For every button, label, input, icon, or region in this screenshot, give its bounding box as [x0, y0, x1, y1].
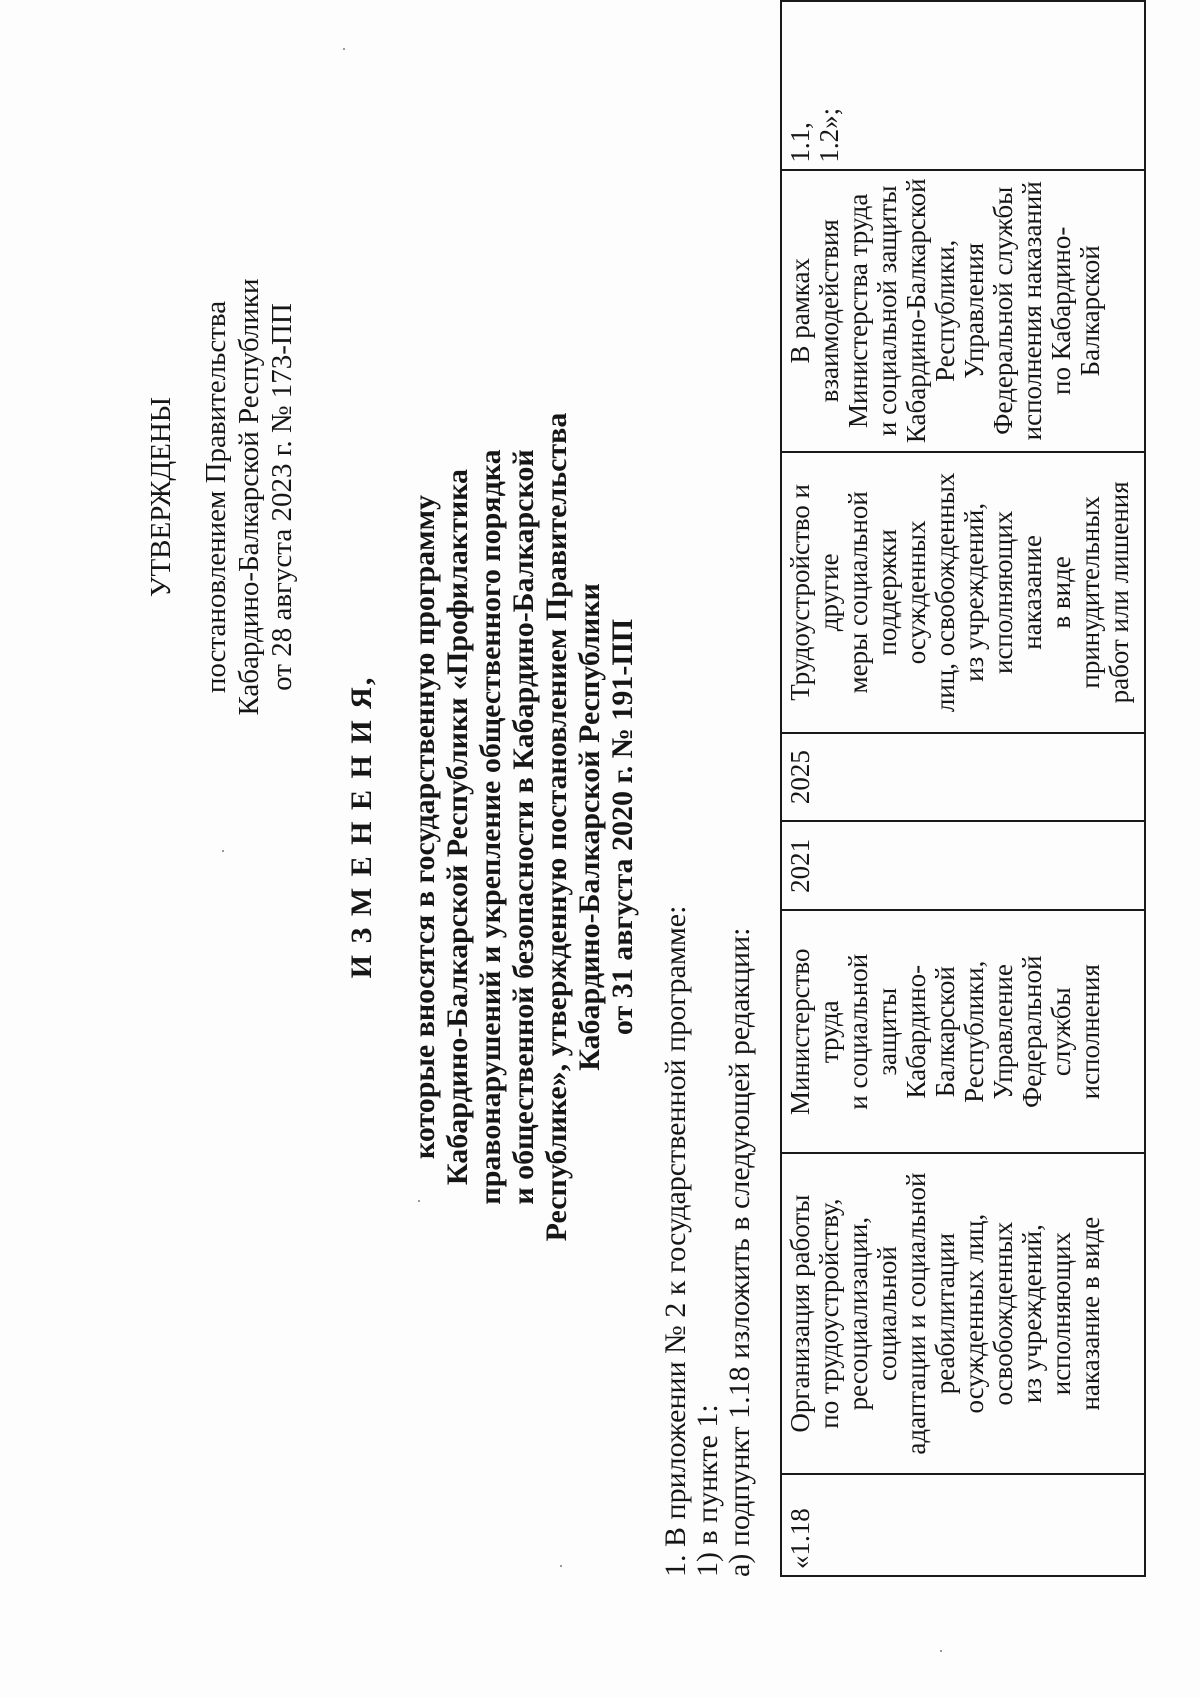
- cell-line: в виде принудительных: [1046, 496, 1105, 689]
- cell-line: Республики, Управления: [930, 239, 989, 382]
- title-line: и общественной безопасности в Кабардино-Балкарской: [507, 449, 540, 1205]
- cell-line: Трудоустройство и другие: [785, 483, 844, 701]
- cell-line: по трудоустройству,: [814, 1198, 844, 1429]
- cell-line: Федеральной службы: [1017, 955, 1076, 1109]
- interaction-cell: [781, 170, 1145, 452]
- cell-line: реабилитации осужденных лиц,: [930, 1213, 989, 1414]
- title-line: Республике», утвержденную постановлением Правительства: [540, 412, 573, 1242]
- cell-line: Балкарской: [930, 966, 960, 1098]
- cell-line: исполняющих наказание: [988, 510, 1047, 674]
- cell-line: Федеральной службы: [988, 186, 1018, 435]
- approval-line: Кабардино-Балкарской Республики: [233, 278, 265, 716]
- cell-line: и социальной защиты: [872, 185, 902, 437]
- cell-line: Министерство труда: [785, 948, 844, 1115]
- cell-line: исполнения: [1075, 964, 1105, 1100]
- end-year-cell: [781, 733, 1145, 822]
- cell-line: Кабардино-Балкарской: [901, 178, 931, 444]
- cell-line: адаптации и социальной: [901, 1172, 931, 1455]
- title-line: Кабардино-Балкарской Республики «Профилактика: [441, 468, 474, 1186]
- row-number: «1.18: [785, 1508, 815, 1569]
- activity-cell: [781, 1153, 1145, 1474]
- amendment-table: [780, 0, 1146, 1577]
- cell-line: лиц, освобожденных: [930, 472, 960, 713]
- intro-line: 1) в пункте 1:: [691, 1404, 724, 1577]
- result-cell: [781, 452, 1145, 733]
- approval-line: от 28 августа 2023 г. № 173-ПП: [266, 303, 298, 691]
- cell-line: Кабардино-: [901, 964, 931, 1099]
- links-cell: [781, 1, 1145, 170]
- row-number-cell: [781, 1474, 1145, 1576]
- cell-line: 1.1,: [785, 122, 815, 163]
- cell-line: ресоциализации, социальной: [843, 1216, 902, 1411]
- start-year: 2021: [785, 838, 815, 893]
- cell-line: Министерства труда: [843, 193, 873, 428]
- approval-stamp: [145, 217, 299, 777]
- cell-line: из учреждений, исполняющих: [1017, 1224, 1076, 1404]
- document-title: [345, 237, 639, 1417]
- cell-line: поддержки осужденных: [872, 520, 931, 665]
- cell-line: по Кабардино-Балкарской: [1046, 226, 1105, 395]
- intro-text: [660, 906, 756, 1577]
- changes-heading: И З М Е Н Е Н И Я,: [345, 675, 378, 979]
- cell-line: 1.2»;: [814, 107, 844, 163]
- cell-line: исполнения наказаний: [1017, 181, 1047, 441]
- cell-line: освобожденных: [988, 1221, 1018, 1406]
- start-year-cell: [781, 821, 1145, 910]
- intro-line: а) подпункт 1.18 изложить в следующей редакции:: [723, 927, 756, 1577]
- cell-line: работ или лишения: [1104, 481, 1134, 704]
- approval-line: постановлением Правительства: [200, 300, 232, 694]
- cell-line: и социальной защиты: [843, 953, 902, 1110]
- title-line: от 31 августа 2020 г. № 191-ПП: [606, 618, 639, 1036]
- cell-line: наказание в виде: [1075, 1216, 1105, 1411]
- approval-heading: УТВЕРЖДЕНЫ: [145, 396, 177, 598]
- title-line: правонарушений и укрепление общественного порядка: [474, 449, 507, 1205]
- title-line: Кабардино-Балкарской Республики: [573, 583, 606, 1071]
- cell-line: меры социальной: [843, 491, 873, 694]
- cell-line: Организация работы: [785, 1194, 815, 1433]
- end-year: 2025: [785, 750, 815, 805]
- intro-line: 1. В приложении № 2 к государственной программе:: [659, 905, 692, 1577]
- cell-line: В рамках взаимодействия: [785, 219, 844, 403]
- cell-line: из учреждений,: [959, 502, 989, 682]
- executor-cell: [781, 910, 1145, 1153]
- cell-line: Управление: [988, 964, 1018, 1100]
- cell-line: Республики,: [959, 960, 989, 1103]
- table-row: [781, 1, 1145, 1576]
- title-line: которые вносятся в государственную программу: [408, 494, 441, 1160]
